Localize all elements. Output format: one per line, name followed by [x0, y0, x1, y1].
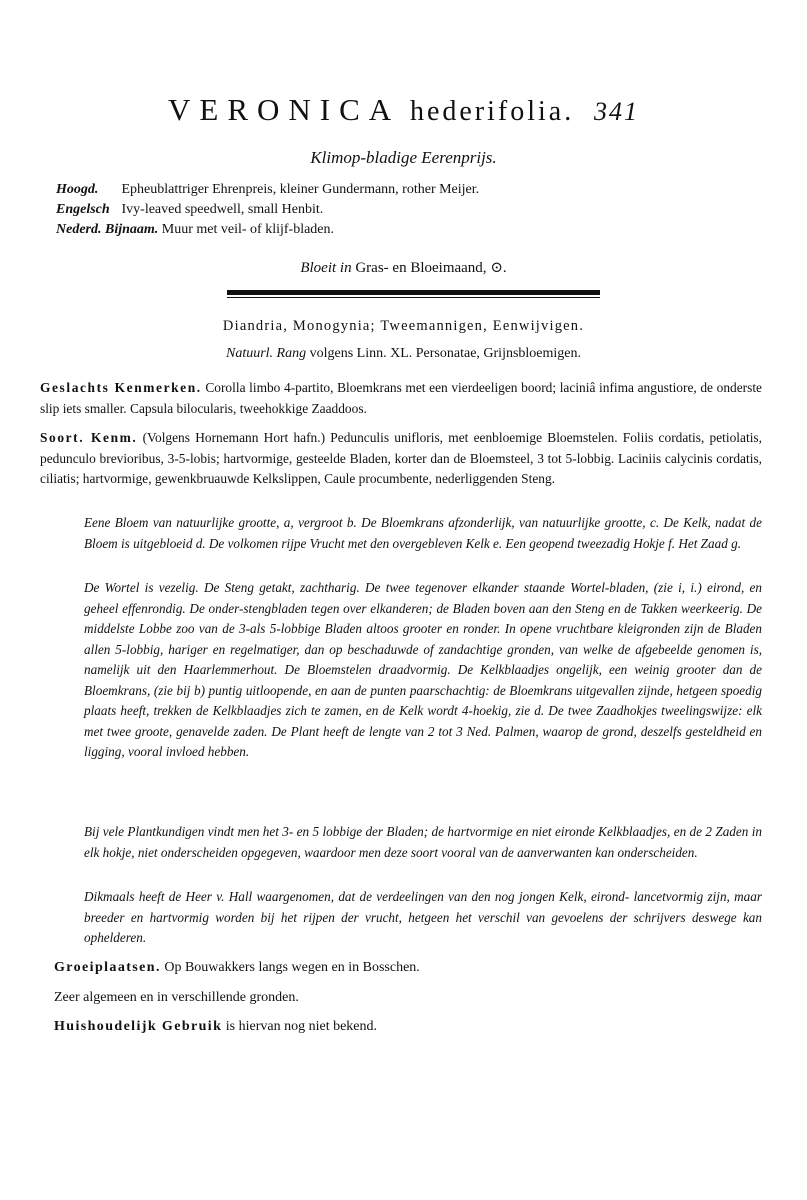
- plate-number: 341: [593, 97, 639, 126]
- page-title: [0, 92, 807, 128]
- household-use-label: Huishoudelijk Gebruik: [54, 1019, 223, 1034]
- household-use-text: is hiervan nog niet bekend.: [225, 1019, 378, 1034]
- genus-name: VERONICA: [168, 92, 401, 127]
- species-name: hederifolia.: [409, 96, 575, 127]
- household-use: [54, 1017, 377, 1037]
- occurrence-note: Zeer algemeen en in verschillende gronden.: [54, 990, 299, 1005]
- name-row: [56, 200, 479, 220]
- name-text: Epheublattriger Ehrenpreis, kleiner Gundermann, rother Meijer.: [121, 182, 480, 197]
- species-characters-label: Soort. Kenm.: [40, 430, 138, 445]
- hall-note: Dikmaals heeft de Heer v. Hall waargenomen, dat de verdeelingen van den nog jongen Kelk, eirond- lancetvormig zijn, maar breeder en hartvormig worden bij het rijpen der vrucht, hetgeen het verschil van gevoelens der schrijvers deswege kan ophelderen.: [84, 889, 762, 945]
- natural-rank-text: volgens Linn. XL. Personatae, Grijnsbloemigen.: [309, 346, 582, 361]
- name-language: Hoogd.: [56, 182, 99, 197]
- classification: Diandria, Monogynia; Tweemannigen, Eenwijvigen.: [222, 318, 585, 334]
- divider-rule-thin: [227, 297, 600, 298]
- botanists-note: Bij vele Plantkundigen vindt men het 3- en 5 lobbige der Bladen; de hartvormige en niet eironde Kelkblaadjes, en de 2 Zaden in elk hokje, niet onderscheiden opgegeven, waardoor men deze soort vooral van de aanverwanten kan onderscheiden.: [84, 824, 762, 860]
- name-text: Ivy-leaved speedwell, small Henbit.: [121, 202, 324, 217]
- dutch-name: Klimop-bladige Eerenprijs.: [310, 148, 497, 167]
- annual-symbol-icon: ⊙.: [490, 260, 507, 276]
- name-row: [56, 220, 479, 240]
- habitat-text: Op Bouwakkers langs wegen en in Bosschen.: [164, 960, 420, 975]
- flowering-text: Gras- en Bloeimaand,: [355, 260, 487, 276]
- species-characters: [40, 428, 762, 490]
- genus-characters-label: Geslachts Kenmerken.: [40, 380, 202, 395]
- habitat-label: Groeiplaatsen.: [54, 960, 161, 975]
- name-text: Muur met veil- of klijf-bladen.: [161, 222, 335, 237]
- plate-explanation: Eene Bloem van natuurlijke grootte, a, vergroot b. De Bloemkrans afzonderlijk, van natuurlijke grootte, c. De Kelk, nadat de Bloem is uitgebloeid d. De volkomen rijpe Vrucht met den overgebleven Kelk e. Een geopend tweezadig Hokje f. Het Zaad g.: [84, 515, 762, 551]
- flowering-period: [0, 258, 807, 277]
- description-paragraph: De Wortel is vezelig. De Steng getakt, zachtharig. De twee tegenover elkander staande Wortel-bladen, (zie i, i.) eirond, en geheel effenrondig. De onder-stengbladen tegen over elkanderen; de Bladen boven aan den Steng en de Takken weerkeerig. De middelste Lobbe zoo van de 3-als 5-lobbige Bladen altoos grooter en ronder. In opene vruchtbare kleigronden zijn de Bladen allen 5-lobbig, hariger en regelmatiger, dan op beschaduwde of zandachtige gronden, van welke de afgebeelde genomen is, namelijk uit den Haarlemmerhout. De Bloemstelen draadvormig. De Kelkblaadjes ongelijk, een weinig grooter dan de Bloemkrans, (zie bij b) puntig uitloopende, en aan de punten paarschachtig: de Bloemkrans uitgevallen zijnde, hetgeen spoedig plaats heeft, trekken de Kelkblaadjes zich te zamen, en de Kelk wordt 4-hoekig, zie d. De twee Zaadhokjes tweelingswijze: elk met twee groote, genavelde zaden. De Plant heeft de lengte van 2 tot 3 Ned. Palmen, waarop de grond, deszelfs gesteldheid en ligging, vooral invloed hebben.: [84, 580, 762, 759]
- flowering-label: Bloeit in: [300, 260, 352, 276]
- genus-characters: [40, 378, 762, 419]
- natural-rank: [0, 346, 807, 362]
- divider-rule: [227, 290, 600, 295]
- species-characters-text: (Volgens Hornemann Hort hafn.) Pedunculis unifloris, met eenbloemige Bloemstelen. Foliis cordatis, petiolatis, pedunculo brevioribus, 3-5-lobis; hartvormige, gesteelde Bladen, korter dan de Bloemsteel, 3 tot 5-lobbig. Laciniis calycinis cordatis, ciliatis; hartvormige, gewenkbruauwde Kelkslippen, Caule procumbente, nederliggenden Steng.: [40, 430, 762, 486]
- natural-rank-label: Natuurl. Rang: [225, 346, 307, 361]
- name-language: Nederd. Bijnaam.: [56, 222, 159, 237]
- name-language: Engelsch: [56, 202, 110, 217]
- genus-characters-text: Corolla limbo 4-partito, Bloemkrans met een vierdeeligen boord; laciniâ infima angustiore, de onderste slip iets smaller. Capsula bilocularis, tweehokkige Zaaddoos.: [40, 380, 762, 416]
- name-row: [56, 180, 479, 200]
- habitat: [54, 958, 420, 978]
- vernacular-names: [56, 180, 479, 240]
